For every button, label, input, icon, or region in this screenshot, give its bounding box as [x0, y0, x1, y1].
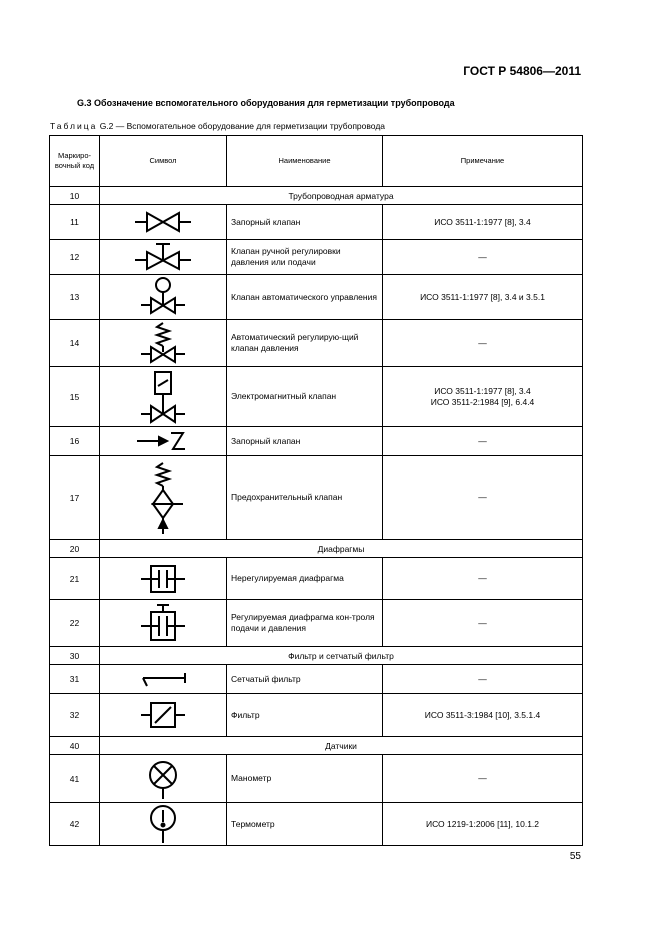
row-name: Манометр [227, 755, 383, 803]
group-row [50, 540, 583, 558]
table-caption-text: G.2 — Вспомогательное оборудование для герметизации трубопровода [99, 121, 386, 131]
table-row [50, 694, 583, 737]
group-title: Фильтр и сетчатый фильтр [100, 647, 583, 665]
safety-valve-icon [133, 460, 193, 536]
row-code: 16 [50, 427, 100, 456]
row-name: Фильтр [227, 694, 383, 737]
group-title: Датчики [100, 737, 583, 755]
row-name: Термометр [227, 803, 383, 846]
row-note: — [383, 320, 583, 367]
column-header-code: Маркиро-вочный код [50, 136, 100, 187]
table-row [50, 600, 583, 647]
section-title: G.3 Обозначение вспомогательного оборудования для герметизации трубопровода [77, 98, 455, 108]
table-row [50, 665, 583, 694]
row-note: ИСО 3511-1:1977 [8], 3.4 ИСО 3511-2:1984 [9], 6.4.4 [383, 367, 583, 427]
row-code: 41 [50, 755, 100, 803]
row-code: 14 [50, 320, 100, 367]
row-code: 42 [50, 803, 100, 846]
row-code: 30 [50, 647, 100, 665]
table-row [50, 275, 583, 320]
table-row [50, 427, 583, 456]
table-row [50, 558, 583, 600]
row-note: — [383, 755, 583, 803]
group-row [50, 647, 583, 665]
row-code: 21 [50, 558, 100, 600]
automatic-valve-icon [133, 276, 193, 318]
row-note: — [383, 456, 583, 540]
row-name: Электромагнитный клапан [227, 367, 383, 427]
row-code: 20 [50, 540, 100, 558]
manual-control-valve-icon [133, 241, 193, 273]
group-row [50, 187, 583, 205]
row-note: ИСО 1219-1:2006 [11], 10.1.2 [383, 803, 583, 846]
standard-header: ГОСТ Р 54806—2011 [463, 64, 581, 78]
table-row [50, 456, 583, 540]
row-name: Клапан ручной регулировки давления или подачи [227, 240, 383, 275]
row-note: — [383, 427, 583, 456]
filter-icon [133, 697, 193, 733]
row-name: Автоматический регулирую-щий клапан давления [227, 320, 383, 367]
table-caption-word: Таблица [50, 121, 98, 131]
column-header-symbol: Символ [100, 136, 227, 187]
equipment-table [49, 135, 583, 846]
row-code: 31 [50, 665, 100, 694]
group-title: Трубопроводная арматура [100, 187, 583, 205]
row-code: 22 [50, 600, 100, 647]
pressure-gauge-icon [133, 757, 193, 801]
table-header-row [50, 136, 583, 187]
group-row [50, 737, 583, 755]
group-title: Диафрагмы [100, 540, 583, 558]
table-row [50, 755, 583, 803]
row-code: 17 [50, 456, 100, 540]
row-note: — [383, 600, 583, 647]
row-code: 10 [50, 187, 100, 205]
row-code: 13 [50, 275, 100, 320]
row-name: Запорный клапан [227, 427, 383, 456]
row-note: — [383, 558, 583, 600]
solenoid-valve-icon [133, 369, 193, 425]
row-note: ИСО 3511-3:1984 [10], 3.5.1.4 [383, 694, 583, 737]
page-number: 55 [569, 851, 581, 862]
gate-valve-icon [133, 207, 193, 237]
table-row [50, 803, 583, 846]
column-header-name: Наименование [227, 136, 383, 187]
row-name: Регулируемая диафрагма кон-троля подачи и давления [227, 600, 383, 647]
strainer-icon [133, 668, 193, 690]
row-code: 12 [50, 240, 100, 275]
row-code: 11 [50, 205, 100, 240]
row-name: Клапан автоматического управления [227, 275, 383, 320]
adjustable-orifice-icon [133, 602, 193, 644]
row-code: 40 [50, 737, 100, 755]
pressure-regulating-valve-icon [133, 321, 193, 365]
row-note: — [383, 665, 583, 694]
row-name: Нерегулируемая диафрагма [227, 558, 383, 600]
row-code: 15 [50, 367, 100, 427]
row-note: ИСО 3511-1:1977 [8], 3.4 [383, 205, 583, 240]
fixed-orifice-icon [133, 561, 193, 597]
table-caption [50, 121, 385, 131]
thermometer-icon [133, 803, 193, 845]
row-name: Предохранительный клапан [227, 456, 383, 540]
check-valve-icon [133, 429, 193, 453]
row-note: ИСО 3511-1:1977 [8], 3.4 и 3.5.1 [383, 275, 583, 320]
row-note: — [383, 240, 583, 275]
row-name: Сетчатый фильтр [227, 665, 383, 694]
row-name: Запорный клапан [227, 205, 383, 240]
column-header-note: Примечание [383, 136, 583, 187]
table-row [50, 205, 583, 240]
table-row [50, 367, 583, 427]
table-row [50, 240, 583, 275]
table-row [50, 320, 583, 367]
row-code: 32 [50, 694, 100, 737]
